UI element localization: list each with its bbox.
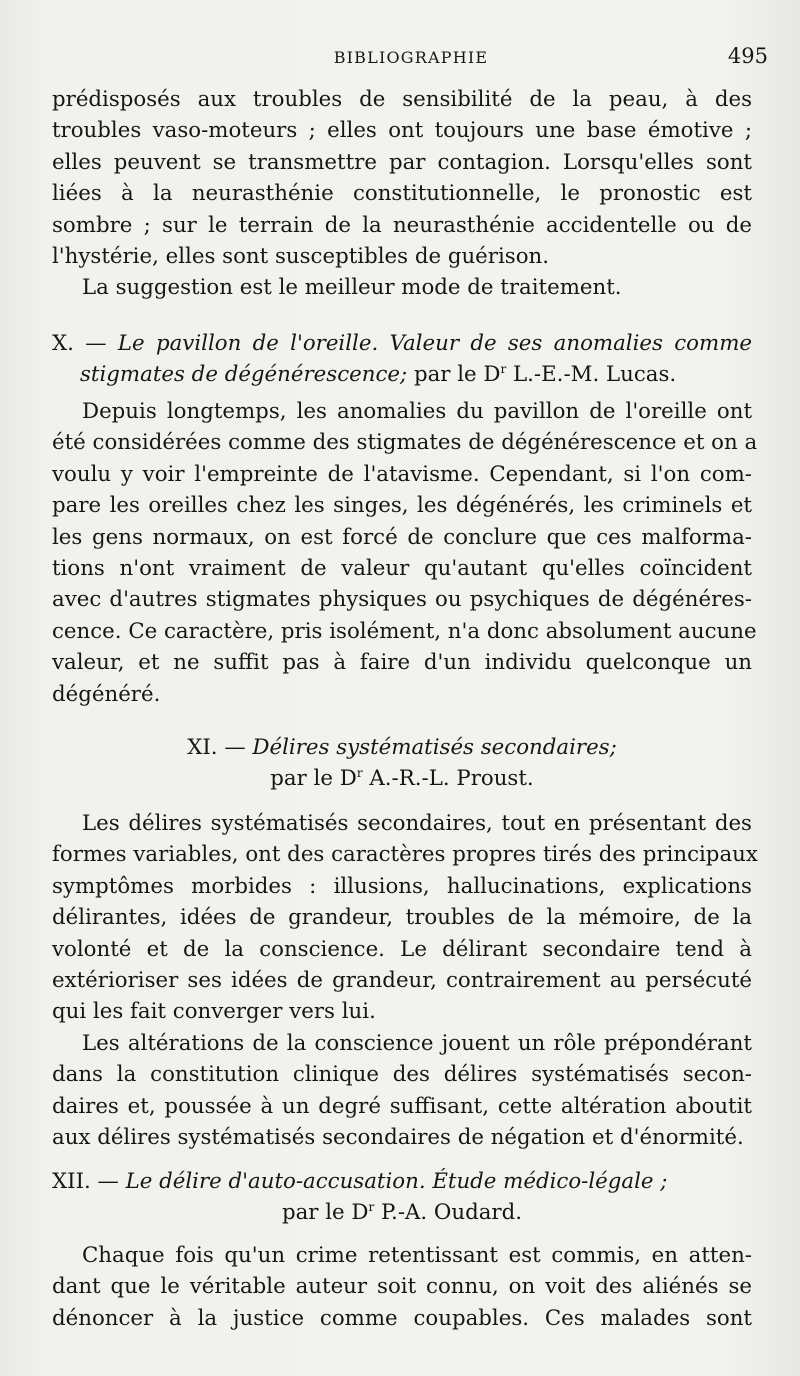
section-heading-x <box>52 328 752 391</box>
text-line: prédisposés aux troubles de sensibilité de la peau, à des <box>52 87 752 112</box>
text-line: troubles vaso-moteurs ; elles ont toujours une base émotive ; <box>52 118 752 144</box>
text-line: qui les fait converger vers lui. <box>52 999 376 1025</box>
text-line: La suggestion est le meilleur mode de traitement. <box>82 275 622 301</box>
section-title-cont: stigmates de dégénérescence; <box>80 362 408 388</box>
text-line: pare les oreilles chez les singes, les dégénérés, les criminels et <box>52 493 752 519</box>
text-line: extérioriser ses idées de grandeur, contrairement au persécuté <box>52 967 752 993</box>
text-line: dégénéré. <box>52 681 161 707</box>
text-line: Les délires systématisés secondaires, tout en présentant des <box>82 811 752 836</box>
text-line: été considérées comme des stigmates de dégénérescence et on a <box>52 430 758 456</box>
text-line: délirantes, idées de grandeur, troubles de la mémoire, de la <box>52 905 752 931</box>
byline: par le D <box>281 1200 369 1226</box>
section-title-line <box>52 328 752 359</box>
text-line: volonté et de la conscience. Le délirant secondaire tend à <box>52 936 752 962</box>
author-name: L.-E.-M. Lucas. <box>513 362 677 388</box>
section-title-line <box>52 359 752 390</box>
text-line: les gens normaux, on est forcé de conclure que ces malforma- <box>52 524 752 550</box>
section-byline <box>52 763 752 794</box>
paragraph <box>52 808 758 1153</box>
text-line: Chaque fois qu'un crime retentissant est commis, en atten- <box>82 1243 752 1268</box>
text-line: dénoncer à la justice comme coupables. Ces malades sont <box>52 1305 752 1331</box>
byline-sup: r <box>368 1200 375 1215</box>
byline: par le D <box>270 766 357 792</box>
paragraph-continuation <box>52 84 752 304</box>
text-line: cence. Ce caractère, pris isolément, n'a donc absolument aucune <box>52 618 757 644</box>
text-line: Depuis longtemps, les anomalies du pavillon de l'oreille ont <box>82 399 752 424</box>
section-heading-xii <box>52 1166 752 1229</box>
text-line: dans la constitution clinique des délires systématisés secon- <box>52 1062 752 1088</box>
byline-sup: r <box>500 362 507 377</box>
section-title-line <box>52 1166 752 1197</box>
section-title: Le pavillon de l'oreille. Valeur de ses anomalies comme <box>117 331 752 356</box>
text-line: avec d'autres stigmates physiques ou psychiques de dégénéres- <box>52 587 752 613</box>
text-line: Les altérations de la conscience jouent un rôle prépondérant <box>82 1030 752 1056</box>
running-head: BIBLIOGRAPHIE <box>333 48 489 67</box>
section-number: X. — <box>52 331 107 356</box>
section-title-line <box>52 732 752 763</box>
section-heading-xi <box>52 732 752 795</box>
page-header <box>52 44 770 74</box>
paragraph <box>52 1240 752 1334</box>
section-title: Délires systématisés secondaires; <box>252 735 617 760</box>
section-byline <box>52 1197 752 1228</box>
author-name: P.-A. Oudard. <box>381 1200 523 1226</box>
text-line: aux délires systématisés secondaires de négation et d'énormité. <box>52 1124 744 1150</box>
paragraph <box>52 396 758 710</box>
section-number: XI. — <box>187 735 246 760</box>
text-line: daires et, poussée à un degré suffisant, cette altération aboutit <box>52 1093 752 1119</box>
text-line: tions n'ont vraiment de valeur qu'autant qu'elles coïncident <box>52 555 752 581</box>
text-line: elles peuvent se transmettre par contagion. Lorsqu'elles sont <box>52 149 752 175</box>
text-line: symptômes morbides : illusions, hallucinations, explications <box>52 873 752 899</box>
byline: par le D <box>413 362 501 388</box>
text-line: liées à la neurasthénie constitutionnelle, le pronostic est <box>52 181 752 207</box>
text-line: formes variables, ont des caractères propres tirés des principaux <box>52 842 758 868</box>
author-name: A.-R.-L. Proust. <box>369 766 534 792</box>
text-line: voulu y voir l'empreinte de l'atavisme. Cependant, si l'on com- <box>52 461 752 487</box>
text-line: dant que le véritable auteur soit connu, on voit des aliénés se <box>52 1274 752 1300</box>
byline-sup: r <box>356 766 363 781</box>
page-number: 495 <box>727 44 768 68</box>
text-line: sombre ; sur le terrain de la neurasthénie accidentelle ou de <box>52 212 752 238</box>
section-title: Le délire d'auto-accusation. Étude médico-légale ; <box>125 1169 668 1194</box>
text-line: l'hystérie, elles sont susceptibles de guérison. <box>52 243 550 269</box>
section-number: XII. — <box>52 1169 119 1194</box>
text-line: valeur, et ne suffit pas à faire d'un individu quelconque un <box>52 650 752 676</box>
